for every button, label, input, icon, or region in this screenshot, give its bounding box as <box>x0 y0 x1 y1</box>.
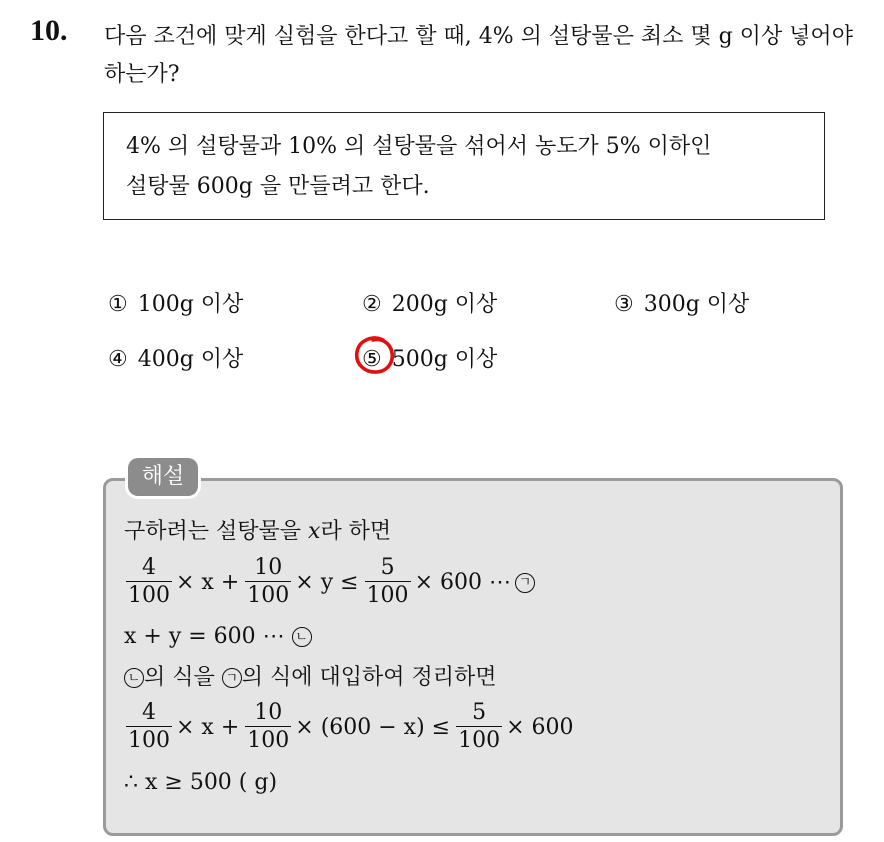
eq1-f3-num: 5 <box>380 555 395 580</box>
choice-4[interactable] <box>108 342 243 373</box>
eq3-fraction-1 <box>126 700 172 755</box>
eq3-f3-den: 100 <box>458 728 501 753</box>
equation-1 <box>124 555 539 610</box>
choice-1-number: ① <box>108 292 128 317</box>
eq1-circled-mark: ㄱ <box>515 573 535 593</box>
conclusion: ∴ x ≥ 500 ( g) <box>124 770 278 795</box>
condition-line-2: 설탕물 600g 을 만들려고 한다. <box>126 174 430 199</box>
eq3-f1-num: 4 <box>142 700 156 725</box>
solution-tab: 해설 <box>128 458 198 496</box>
substitution-line <box>124 660 497 691</box>
eq2-text: x + y = 600 ⋯ <box>124 624 285 649</box>
equation-2 <box>124 624 312 649</box>
subst-text-a: 의 식을 <box>144 665 222 690</box>
choice-3-number: ③ <box>614 292 634 317</box>
choice-3[interactable] <box>614 287 749 318</box>
eq3-f2-num: 10 <box>254 700 283 725</box>
eq1-f2-den: 100 <box>247 583 290 608</box>
eq3-term-2: × (600 − x) ≤ <box>295 715 451 740</box>
condition-box <box>103 112 825 220</box>
solution-intro <box>124 514 391 545</box>
eq1-f2-num: 10 <box>254 555 283 580</box>
choice-2[interactable] <box>362 287 497 318</box>
choice-3-label: 300g 이상 <box>643 292 750 317</box>
choice-5-number: ⑤ <box>362 347 382 372</box>
intro-variable: x <box>308 519 321 544</box>
eq3-fraction-2 <box>245 700 291 755</box>
eq1-fraction-3 <box>365 555 411 610</box>
choice-4-label: 400g 이상 <box>137 347 244 372</box>
eq3-fraction-3 <box>456 700 502 755</box>
choice-2-label: 200g 이상 <box>391 292 498 317</box>
equation-3 <box>124 700 578 755</box>
eq3-f1-den: 100 <box>128 728 170 753</box>
intro-post: 라 하면 <box>320 519 392 544</box>
eq3-term-3: × 600 <box>506 715 574 740</box>
eq1-f1-num: 4 <box>142 555 156 580</box>
choice-4-number: ④ <box>108 347 128 372</box>
eq3-term-1: × x + <box>176 715 240 740</box>
choice-1[interactable] <box>108 287 243 318</box>
condition-line-1: 4% 의 설탕물과 10% 의 설탕물을 섞어서 농도가 5% 이하인 <box>126 134 712 159</box>
choice-1-label: 100g 이상 <box>137 292 244 317</box>
eq1-term-1: × x + <box>176 570 240 595</box>
eq1-f1-den: 100 <box>128 583 170 608</box>
eq3-f2-den: 100 <box>247 728 290 753</box>
question-text: 다음 조건에 맞게 실험을 한다고 할 때, 4% 의 설탕물은 최소 몇 g 이상 넣어야 하는가? <box>104 24 853 87</box>
subst-mark-a: ㄴ <box>124 668 144 688</box>
eq1-fraction-1 <box>126 555 172 610</box>
intro-pre: 구하려는 설탕물을 <box>124 519 309 544</box>
eq3-f3-num: 5 <box>472 700 487 725</box>
eq1-term-2: × y ≤ <box>295 570 359 595</box>
choice-2-number: ② <box>362 292 382 317</box>
choice-5-label: 500g 이상 <box>391 347 498 372</box>
subst-text-b: 의 식에 대입하여 정리하면 <box>241 665 497 690</box>
eq1-fraction-2 <box>245 555 291 610</box>
subst-mark-b: ㄱ <box>222 668 242 688</box>
eq1-term-3: × 600 ⋯ <box>414 570 511 595</box>
eq1-f3-den: 100 <box>366 583 409 608</box>
question-number: 10. <box>30 14 68 47</box>
answer-circle-mark <box>353 334 397 376</box>
eq2-circled-mark: ㄴ <box>292 627 312 647</box>
